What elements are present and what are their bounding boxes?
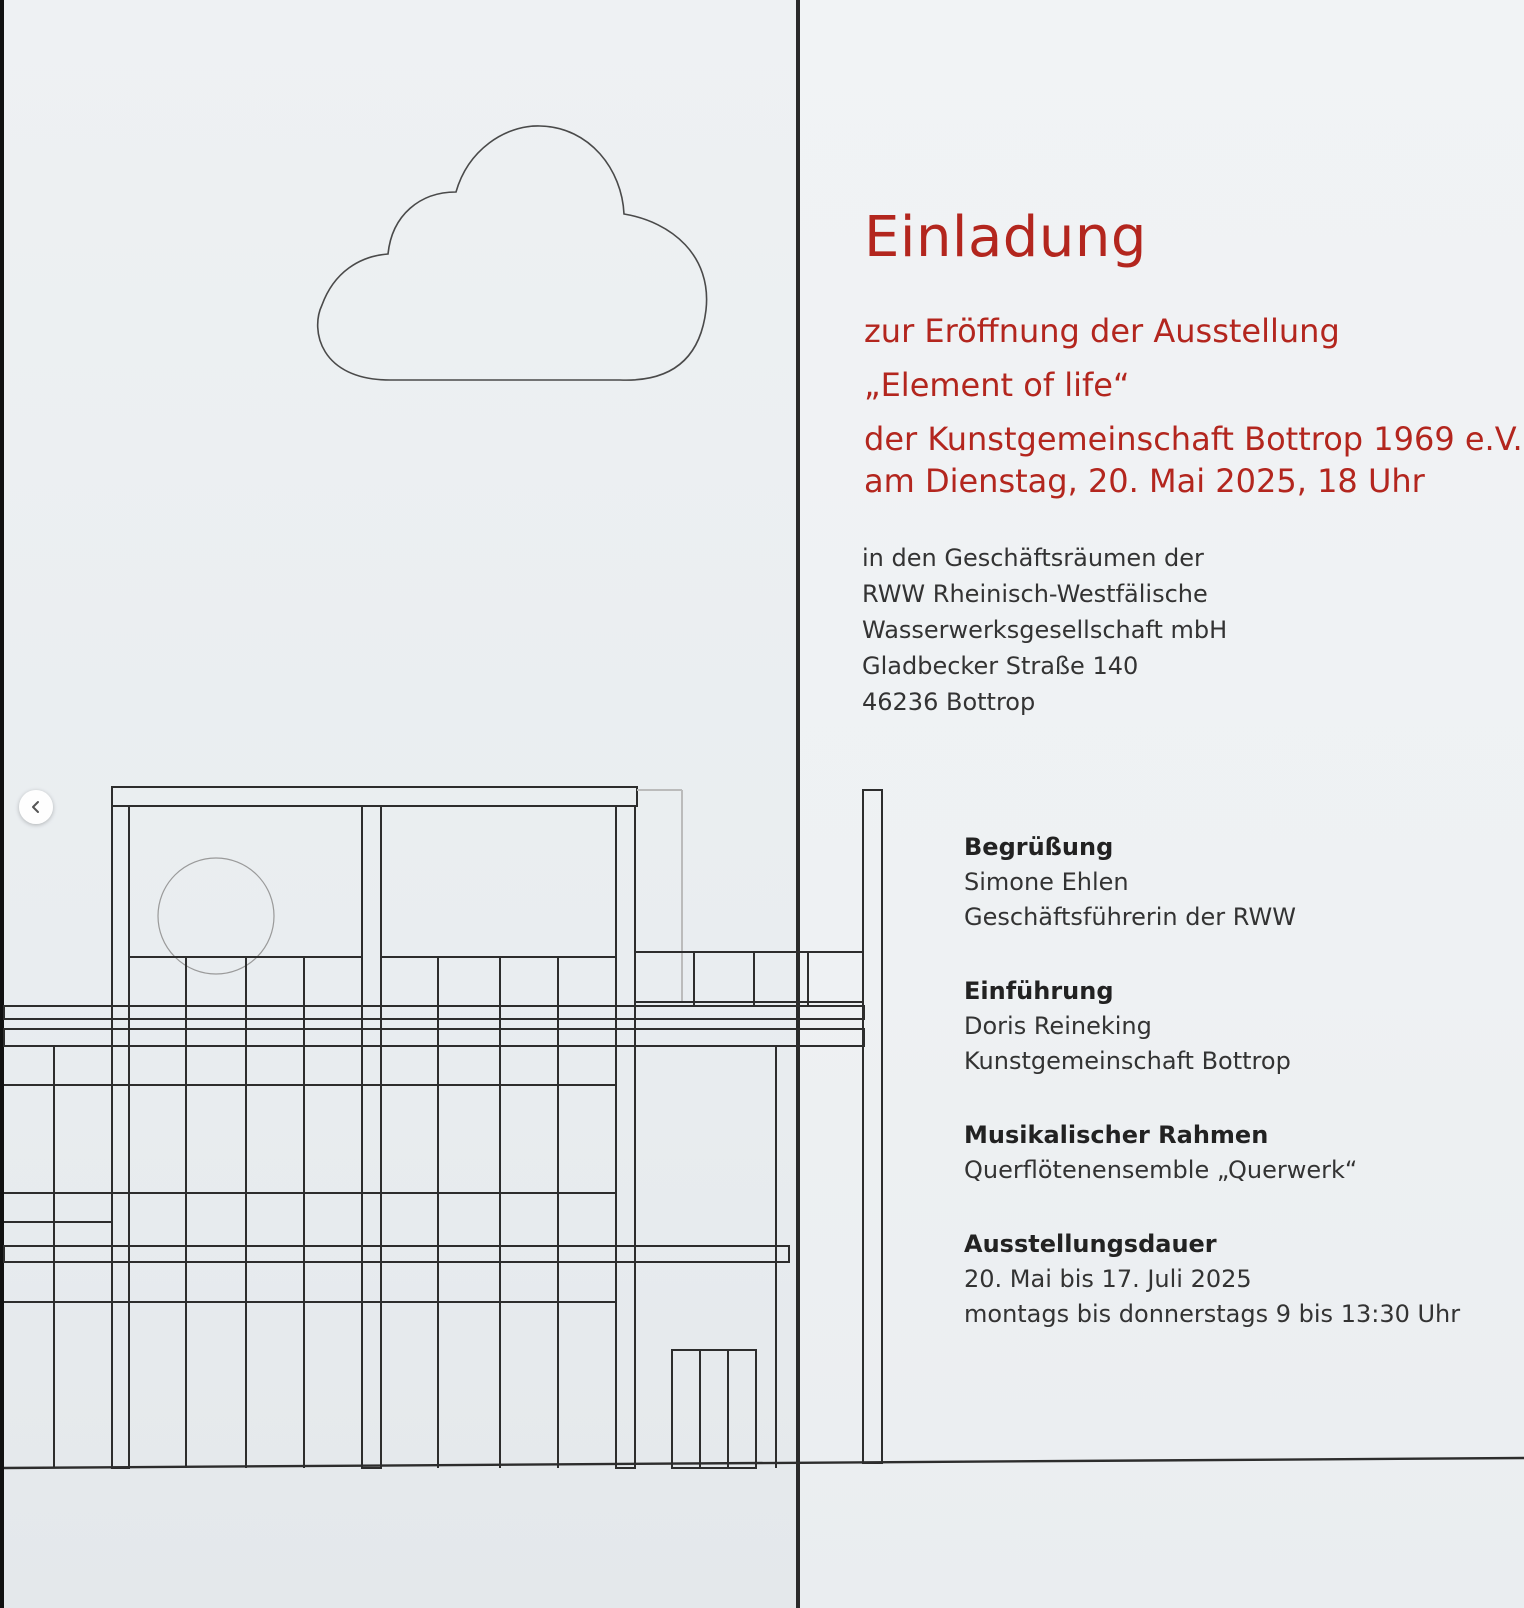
program-heading: Einführung: [964, 977, 1114, 1005]
previous-slide-button[interactable]: [19, 790, 53, 824]
invitation-title: Einladung: [864, 205, 1147, 270]
venue-address: [862, 540, 1227, 720]
program-welcome: [964, 830, 1296, 935]
chevron-left-icon: [29, 800, 43, 814]
invitation-line-opening: zur Eröffnung der Ausstellung: [864, 312, 1340, 350]
invitation-line-organizer: der Kunstgemeinschaft Bottrop 1969 e.V.: [864, 420, 1523, 458]
venue-line: RWW Rheinisch-Westfälische: [862, 580, 1208, 608]
program-duration: [964, 1227, 1460, 1332]
program-line: Kunstgemeinschaft Bottrop: [964, 1047, 1291, 1075]
program-line: Simone Ehlen: [964, 868, 1129, 896]
program-introduction: [964, 974, 1291, 1079]
invitation-line-date: am Dienstag, 20. Mai 2025, 18 Uhr: [864, 462, 1425, 500]
program-line: Doris Reineking: [964, 1012, 1152, 1040]
program-line: 20. Mai bis 17. Juli 2025: [964, 1265, 1252, 1293]
program-heading: Musikalischer Rahmen: [964, 1121, 1269, 1149]
invitation-line-exhibition: „Element of life“: [864, 366, 1130, 404]
program-heading: Begrüßung: [964, 833, 1114, 861]
program-music: [964, 1118, 1357, 1188]
program-line: montags bis donnerstags 9 bis 13:30 Uhr: [964, 1300, 1461, 1328]
venue-line: in den Geschäftsräumen der: [862, 544, 1204, 572]
cloud-icon: [318, 126, 707, 380]
program-line: Querflötenensemble „Querwerk“: [964, 1156, 1358, 1184]
program-line: Geschäftsführerin der RWW: [964, 903, 1296, 931]
program-heading: Ausstellungsdauer: [964, 1230, 1217, 1258]
venue-line: Wasserwerksgesellschaft mbH: [862, 616, 1228, 644]
venue-line: Gladbecker Straße 140: [862, 652, 1139, 680]
venue-line: 46236 Bottrop: [862, 688, 1036, 716]
